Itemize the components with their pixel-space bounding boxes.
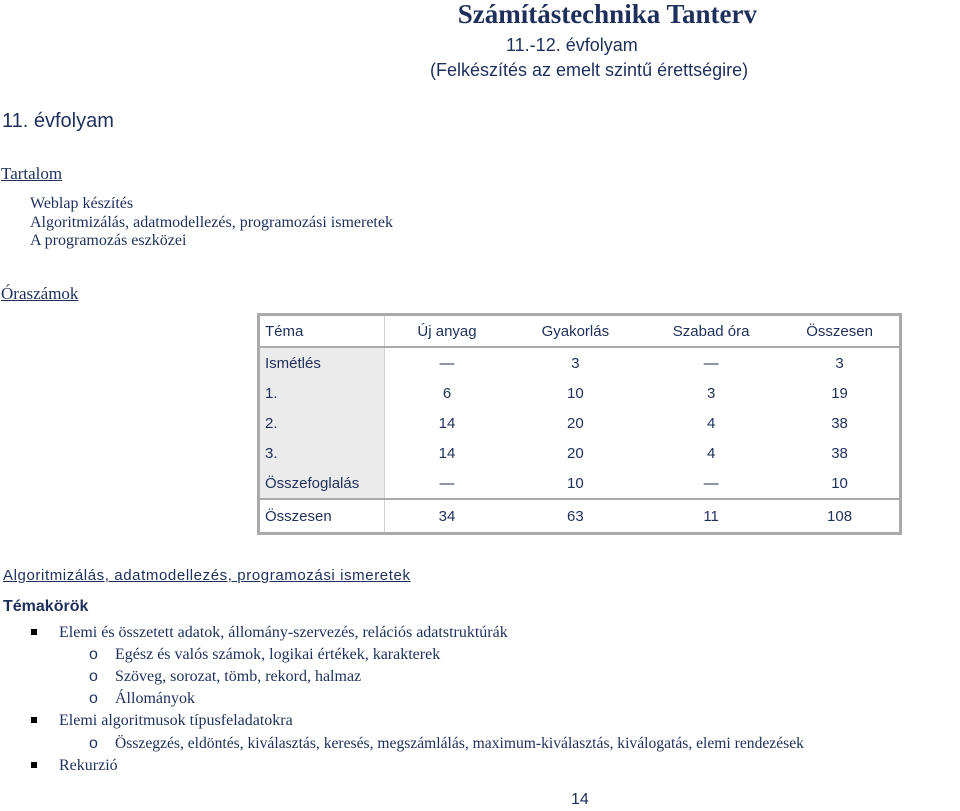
table-cell: Ismétlés	[259, 347, 385, 378]
table-row	[259, 378, 901, 408]
table-cell: 108	[780, 499, 900, 534]
table-cell: 3	[642, 378, 780, 408]
content-item: Weblap készítés	[30, 195, 134, 212]
table-cell: 6	[385, 378, 509, 408]
page-number: 14	[571, 791, 589, 808]
circle-bullet-icon: o	[89, 690, 98, 707]
content-heading: Tartalom	[1, 164, 63, 183]
square-bullet-icon	[31, 717, 37, 723]
algorithms-heading: Algoritmizálás, adatmodellezés, programozási ismeretek	[3, 567, 411, 584]
circle-bullet-icon: o	[89, 668, 98, 685]
hours-table	[257, 313, 902, 535]
table-cell: 38	[780, 438, 900, 468]
table-cell: —	[385, 468, 509, 499]
content-list	[30, 195, 393, 251]
table-row	[259, 408, 901, 438]
square-bullet-icon	[31, 762, 37, 768]
purpose-note: (Felkészítés az emelt szintű érettségire)	[430, 60, 749, 80]
topics-heading: Témakörök	[3, 598, 89, 615]
grade-heading: 11. évfolyam	[2, 110, 114, 132]
table-cell: 2.	[259, 408, 385, 438]
grade-range: 11.-12. évfolyam	[506, 35, 638, 55]
table-cell: 4	[642, 408, 780, 438]
table-cell: Összesen	[259, 499, 385, 534]
table-cell: 34	[385, 499, 509, 534]
table-cell: 11	[642, 499, 780, 534]
content-item: Algoritmizálás, adatmodellezés, programozási ismeretek	[30, 213, 393, 231]
table-cell: 4	[642, 438, 780, 468]
document-title: Számítástechnika Tanterv	[457, 0, 757, 29]
subtopic-item: Egész és valós számok, logikai értékek, karakterek	[115, 646, 441, 663]
table-cell: —	[642, 347, 780, 378]
table-cell: 38	[780, 408, 900, 438]
table-row	[259, 347, 901, 378]
topic-item: Rekurzió	[59, 757, 118, 774]
column-header: Összesen	[780, 315, 900, 348]
table-cell: Összefoglalás	[259, 468, 385, 499]
circle-bullet-icon: o	[89, 735, 98, 752]
table-row	[259, 468, 901, 499]
hours-heading: Óraszámok	[1, 284, 79, 303]
table-cell: 3	[509, 347, 643, 378]
table-cell: —	[385, 347, 509, 378]
column-header: Gyakorlás	[509, 315, 643, 348]
column-header: Szabad óra	[642, 315, 780, 348]
table-cell: 3	[780, 347, 900, 378]
table-cell: 10	[509, 378, 643, 408]
table-cell: 10	[780, 468, 900, 499]
table-cell: 19	[780, 378, 900, 408]
column-header: Új anyag	[385, 315, 509, 348]
table-cell: 10	[509, 468, 643, 499]
square-bullet-icon	[31, 629, 37, 635]
table-total-row	[259, 499, 901, 534]
table-cell: 14	[385, 408, 509, 438]
column-header: Téma	[259, 315, 385, 348]
subtopic-item: Összegzés, eldöntés, kiválasztás, keresés, megszámlálás, maximum-kiválasztás, kiválogatás, elemi rendezések	[115, 735, 804, 752]
circle-bullet-icon: o	[89, 646, 98, 663]
content-item: A programozás eszközei	[30, 232, 187, 249]
topic-item: Elemi és összetett adatok, állomány-szervezés, relációs adatstruktúrák	[59, 624, 508, 641]
subtopic-item: Állományok	[115, 690, 195, 707]
table-cell: —	[642, 468, 780, 499]
table-cell: 1.	[259, 378, 385, 408]
subtopic-item: Szöveg, sorozat, tömb, rekord, halmaz	[115, 668, 362, 685]
table-header-row	[259, 315, 901, 348]
table-cell: 20	[509, 408, 643, 438]
table-cell: 14	[385, 438, 509, 468]
table-cell: 3.	[259, 438, 385, 468]
table-cell: 20	[509, 438, 643, 468]
topic-item: Elemi algoritmusok típusfeladatokra	[59, 712, 293, 729]
table-row	[259, 438, 901, 468]
table-cell: 63	[509, 499, 643, 534]
